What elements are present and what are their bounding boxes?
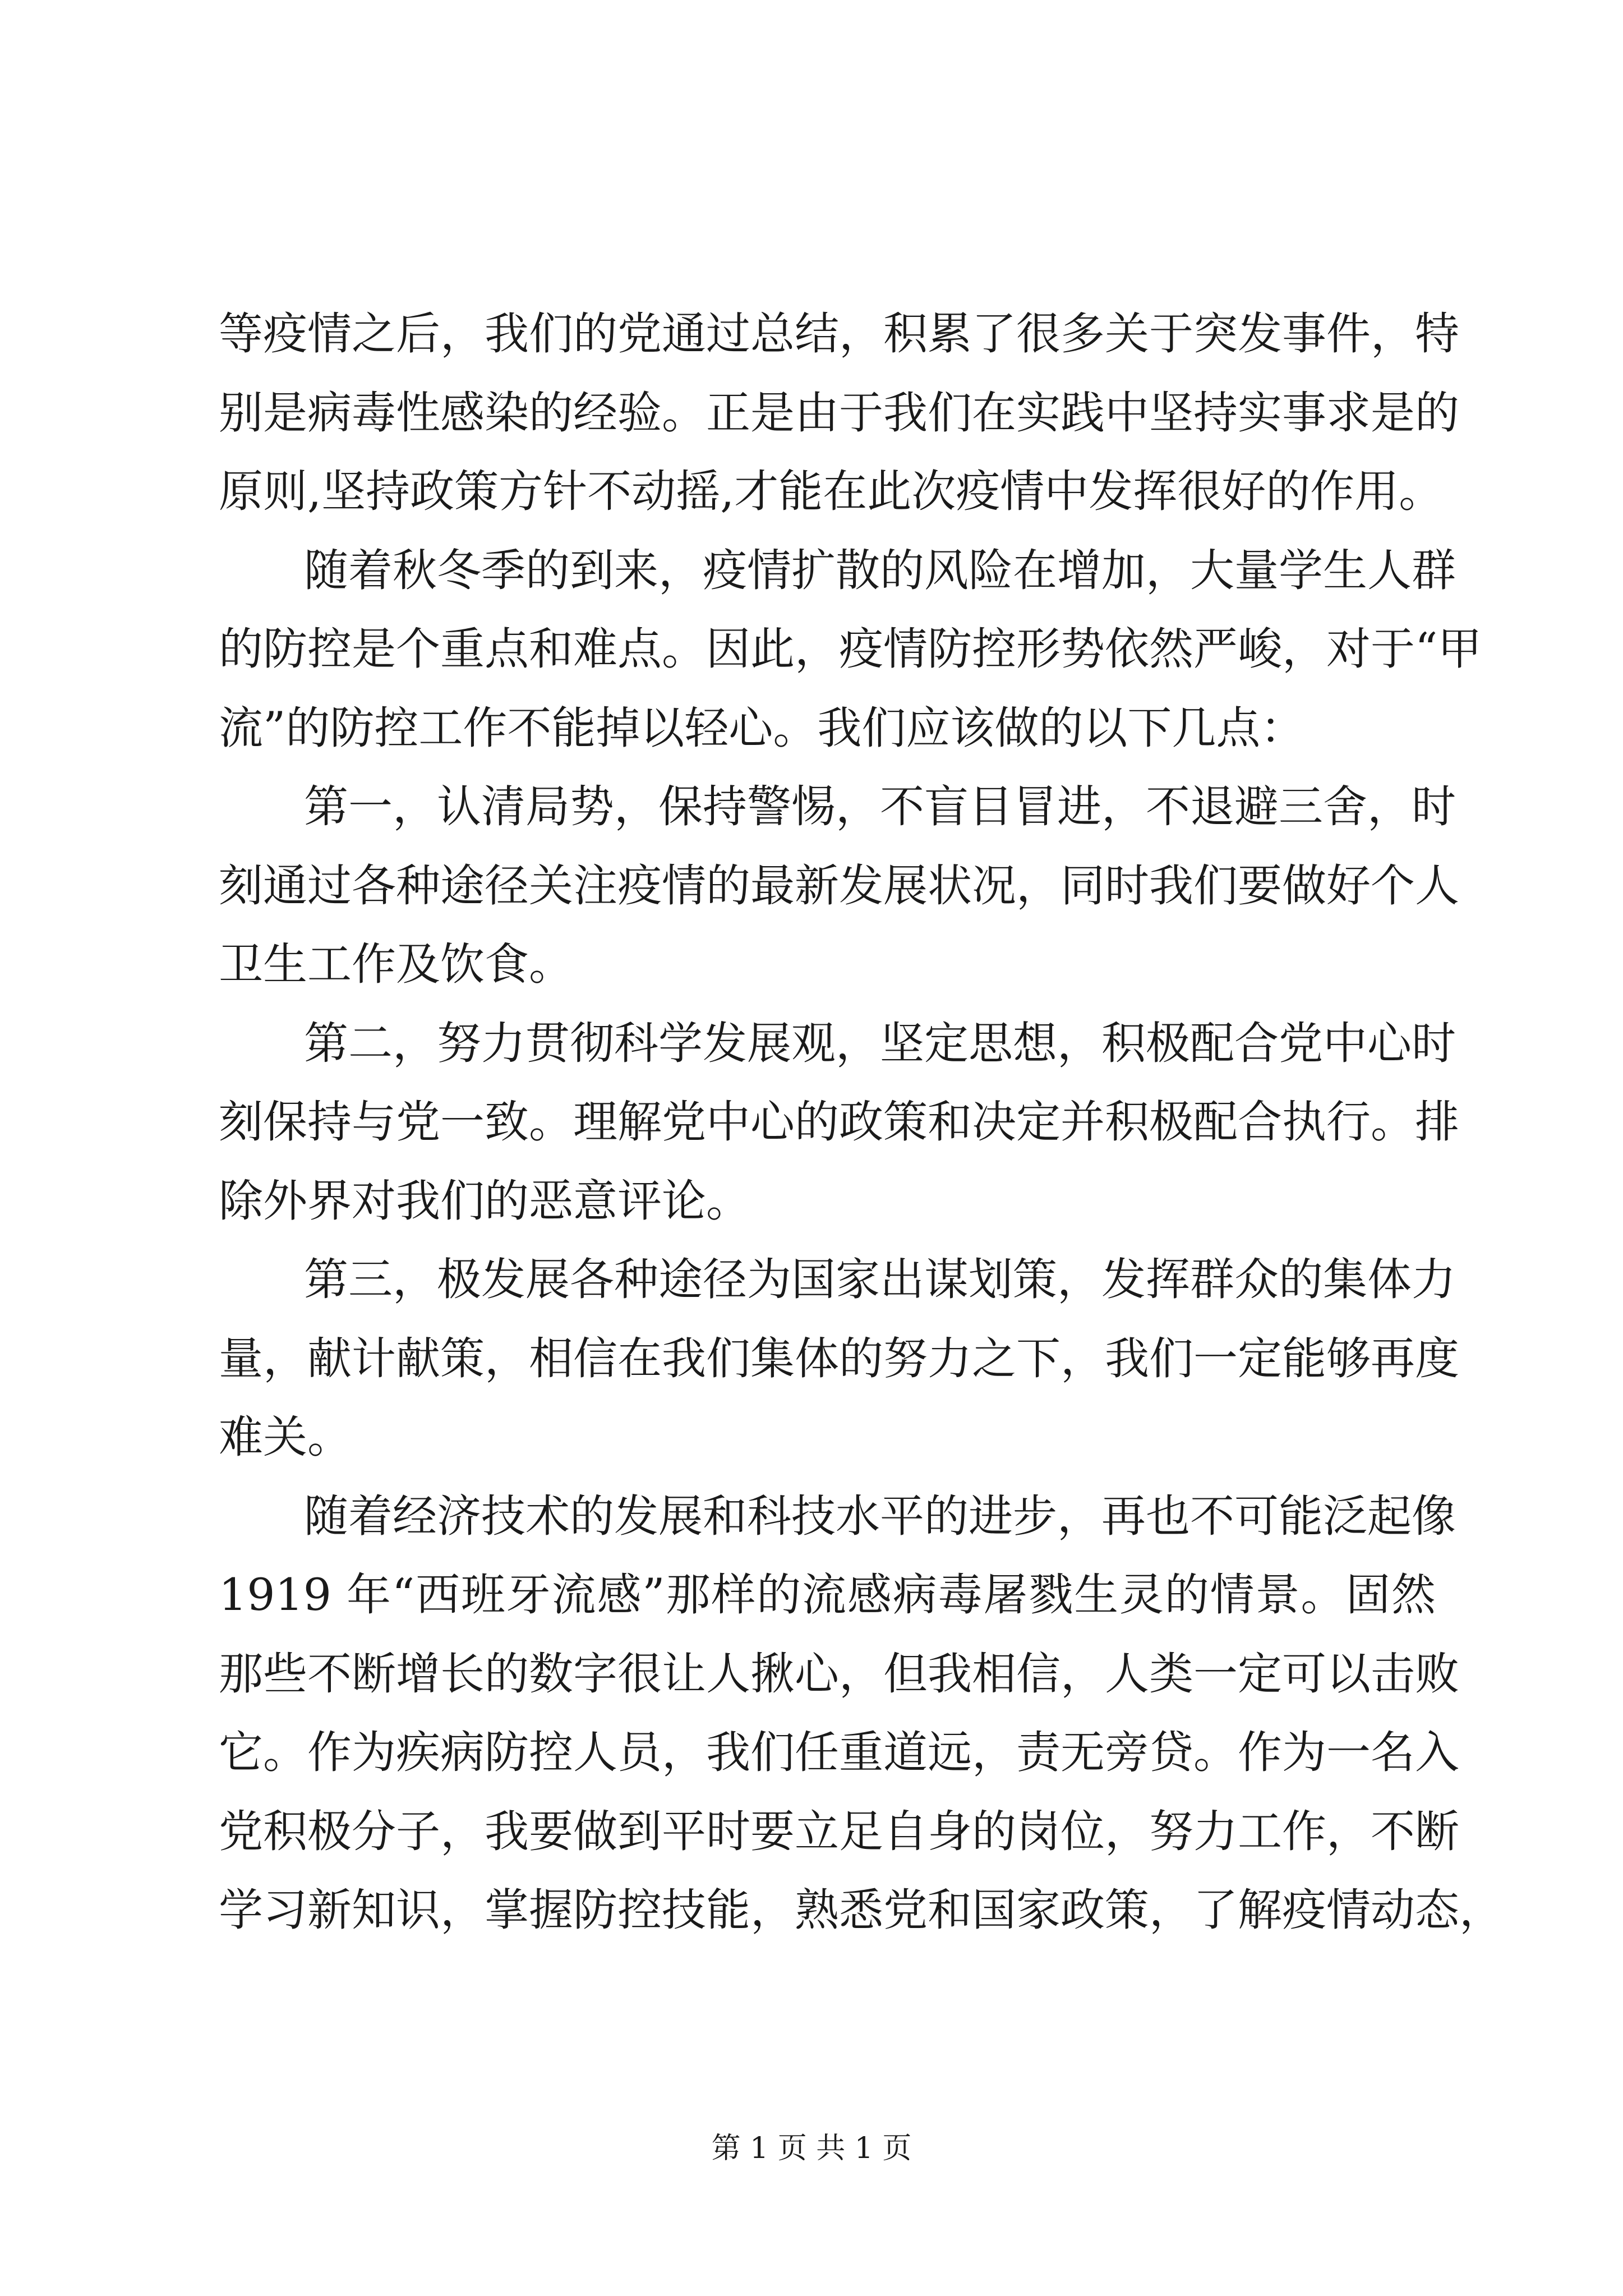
paragraph-first-line: 随着秋冬季的到来，疫情扩散的风险在增加，大量学生人群 <box>304 544 1456 596</box>
paragraph-first-line: 第二，努力贯彻科学发展观，坚定思想，积极配合党中心时 <box>304 1017 1456 1069</box>
text-line: 卫生工作及饮食。 <box>219 938 573 990</box>
text-line: 原则,坚持政策方针不动摇,才能在此次疫情中发挥很好的作用。 <box>219 466 1444 517</box>
text-line: 除外界对我们的恶意评论。 <box>219 1175 750 1227</box>
text-line: 学习新知识，掌握防控技能，熟悉党和国家政策，了解疫情动态， <box>219 1884 1504 1936</box>
text-line: 刻保持与党一致。理解党中心的政策和决定并积极配合执行。排 <box>219 1096 1459 1148</box>
text-line: 党积极分子，我要做到平时要立足自身的岗位，努力工作，不断 <box>219 1805 1459 1857</box>
text-line: 它。作为疾病防控人员，我们任重道远，责无旁贷。作为一名入 <box>219 1727 1459 1778</box>
text-line: 那些不断增长的数字很让人揪心，但我相信，人类一定可以击败 <box>219 1648 1459 1700</box>
paragraph-first-line: 第三，极发展各种途径为国家出谋划策，发挥群众的集体力 <box>304 1254 1456 1305</box>
text-line: 的防控是个重点和难点。因此，疫情防控形势依然严峻，对于“甲 <box>219 623 1482 675</box>
paragraph-first-line: 随着经济技术的发展和科技水平的进步，再也不可能泛起像 <box>304 1490 1456 1542</box>
document-body <box>219 295 1504 1950</box>
text-line: 难关。 <box>219 1411 352 1463</box>
page-number-footer: 第 1 页 共 1 页 <box>711 2132 912 2165</box>
text-line: 等疫情之后，我们的党通过总结，积累了很多关于突发事件，特 <box>219 308 1459 360</box>
text-line: 别是病毒性感染的经验。正是由于我们在实践中坚持实事求是的 <box>219 386 1459 439</box>
text-line: 1919 年“西班牙流感”那样的流感病毒屠戮生灵的情景。固然 <box>219 1569 1436 1621</box>
text-line: 流”的防控工作不能掉以轻心。我们应该做的以下几点： <box>219 702 1305 754</box>
text-line: 量，献计献策，相信在我们集体的努力之下，我们一定能够再度 <box>219 1332 1459 1384</box>
text-line: 刻通过各种途径关注疫情的最新发展状况，同时我们要做好个人 <box>219 859 1459 912</box>
paragraph-first-line: 第一，认清局势，保持警惕，不盲目冒进，不退避三舍，时 <box>304 781 1456 832</box>
